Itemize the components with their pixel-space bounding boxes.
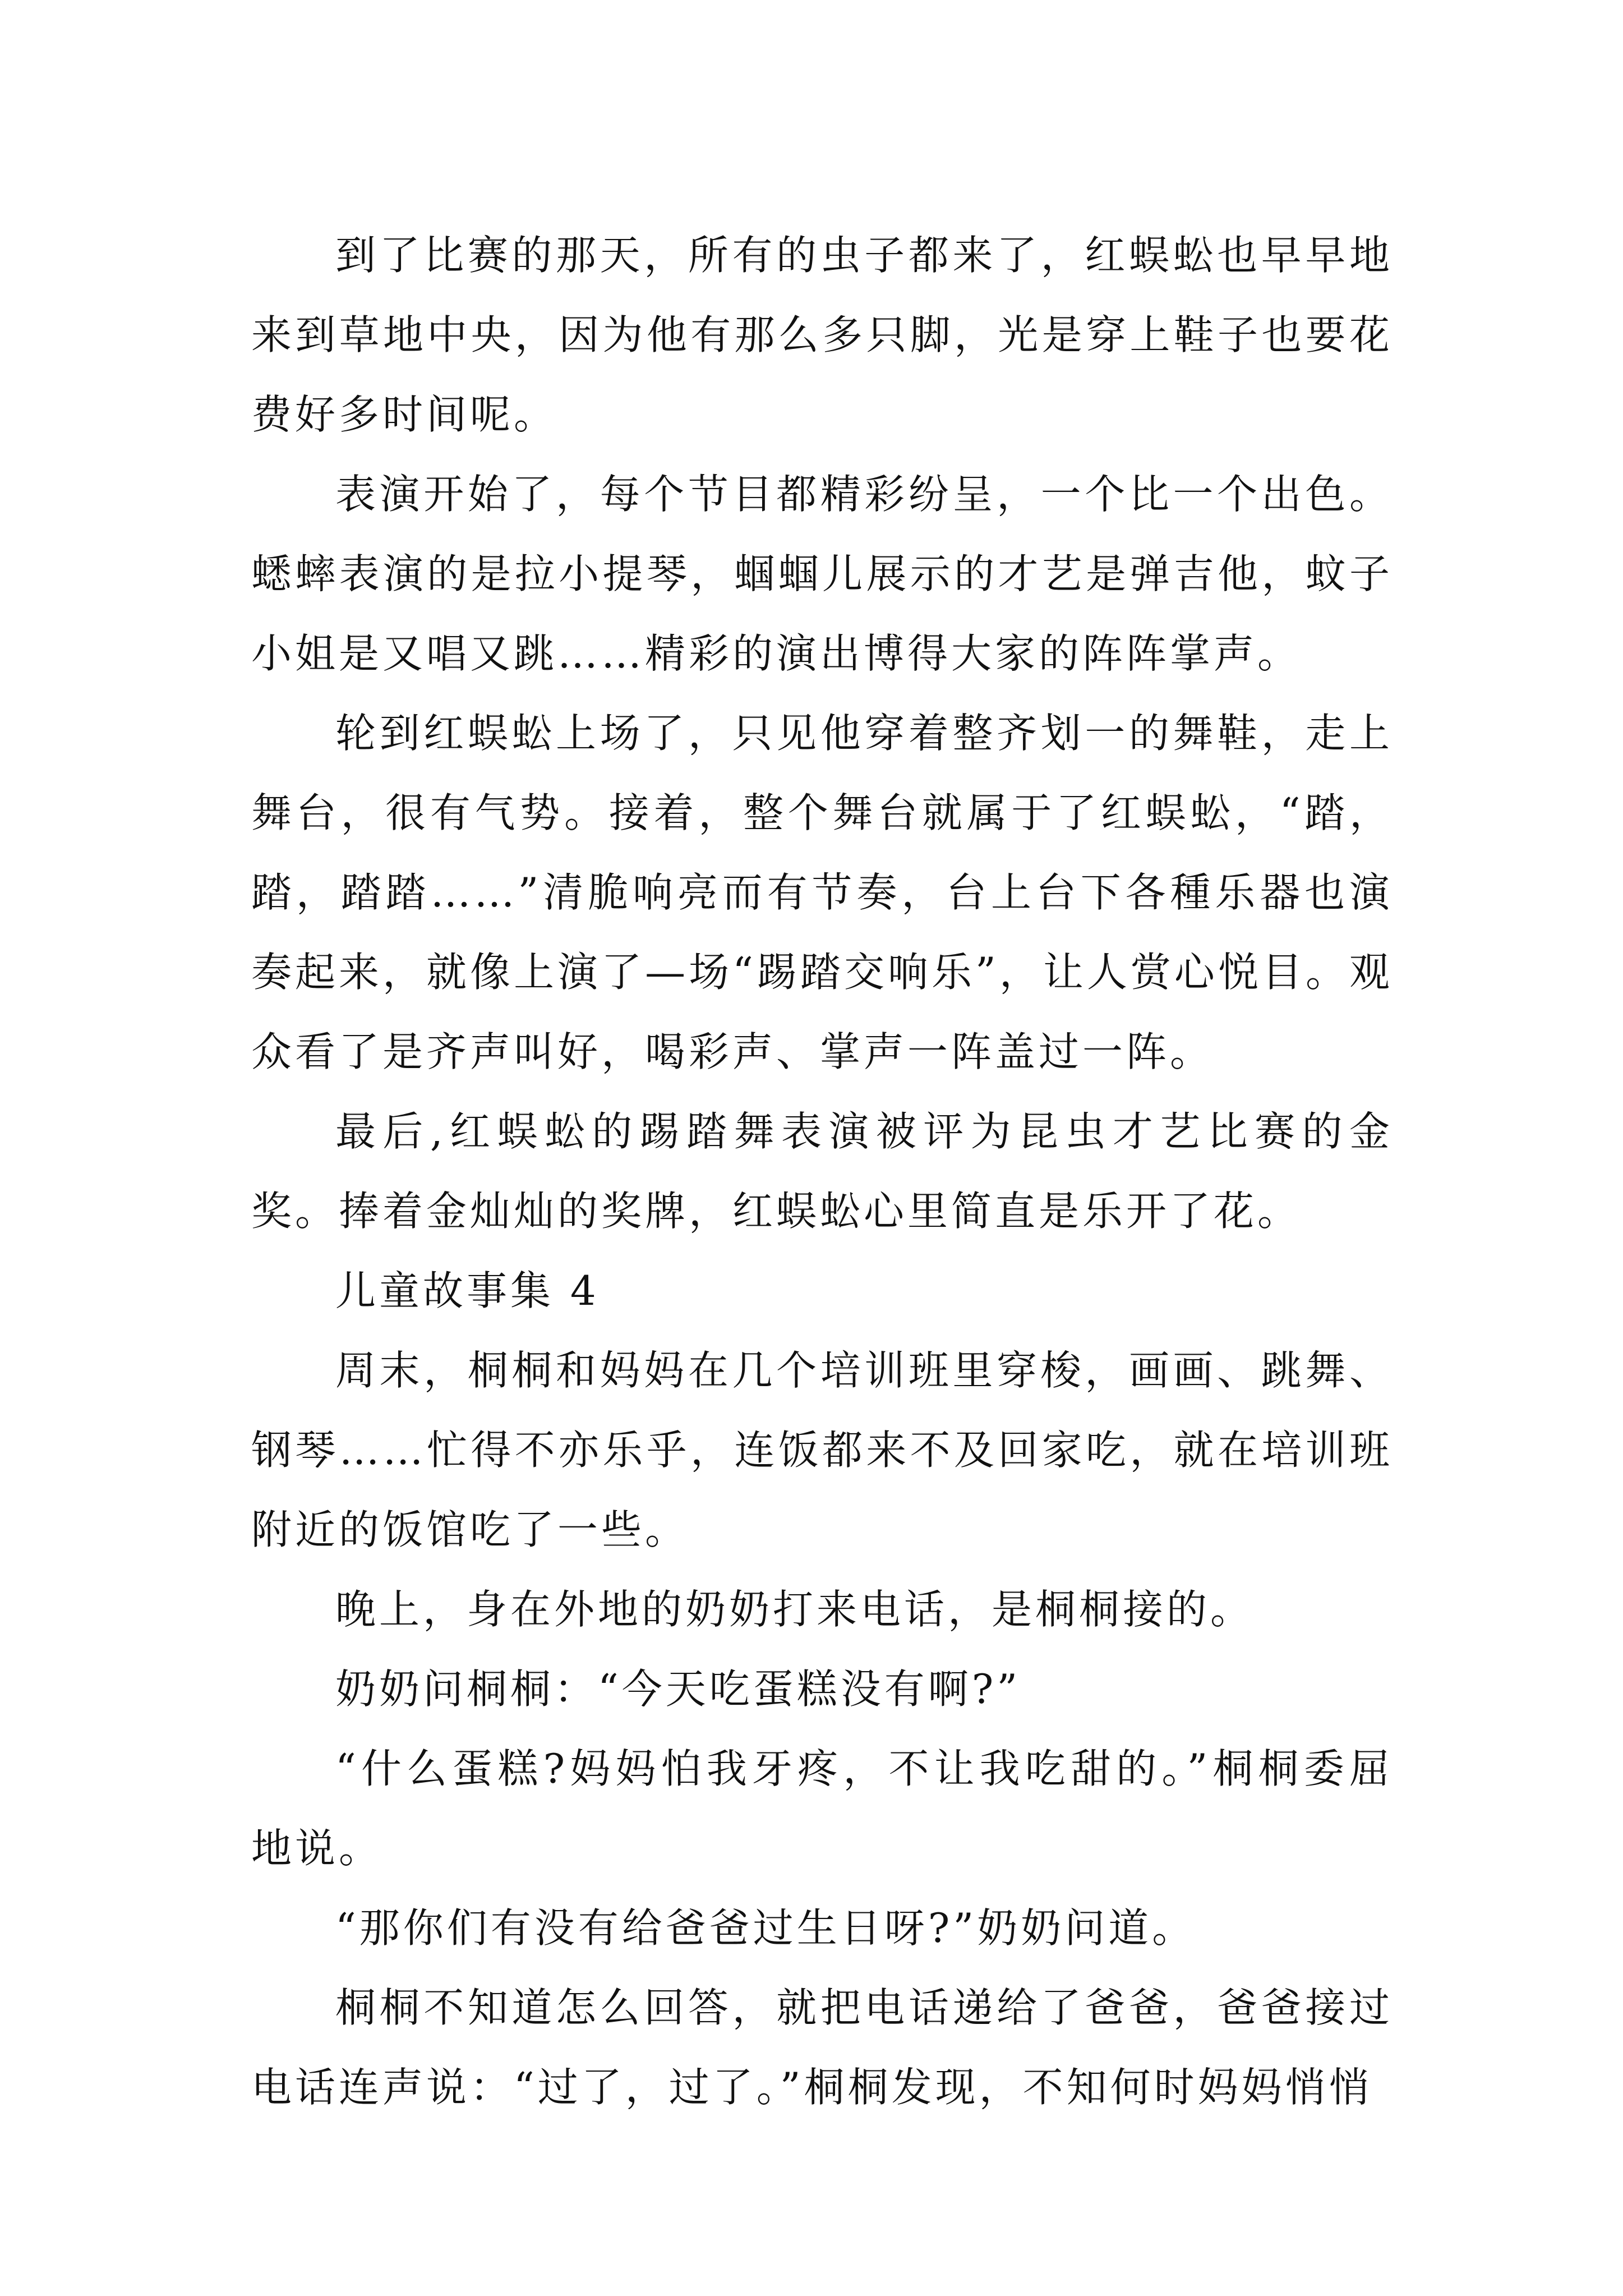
paragraph-tongtong-reply: “什么蛋糕?妈妈怕我牙疼，不让我吃甜的。”桐桐委屈地说。: [251, 1745, 1393, 1872]
paragraph-centipede-dance: 轮到红蜈蚣上场了，只见他穿着整齐划一的舞鞋，走上舞台，很有气势。接着，整个舞台就属于了红蜈蚣，“踏，踏，踏踏……”清脆响亮而有节奏，台上台下各種乐器也演奏起来，就像上演了—场“踢踏交响乐”，让人赏心悦目。观众看了是齐声叫好，喝彩声、掌声一阵盖过一阵。: [251, 710, 1393, 1075]
paragraph-gold-award: 最后,红蜈蚣的踢踏舞表演被评为昆虫才艺比赛的金奖。捧着金灿灿的奖牌，红蜈蚣心里简直是乐开了花。: [251, 1108, 1393, 1235]
section-heading-story-4: 儿童故事集 4: [335, 1267, 600, 1314]
paragraph-grandma-question: 奶奶问桐桐：“今天吃蛋糕没有啊?”: [335, 1665, 1021, 1713]
paragraph-dad-answer: 桐桐不知道怎么回答，就把电话递给了爸爸，爸爸接过电话连声说：“过了，过了。”桐桐发现，不知何时妈妈悄悄: [251, 1984, 1393, 2111]
paragraph-birthday-question: “那你们有没有给爸爸过生日呀?”奶奶问道。: [335, 1904, 1196, 1952]
paragraph-weekend-classes: 周末，桐桐和妈妈在几个培训班里穿梭，画画、跳舞、钢琴……忙得不亦乐乎，连饭都来不及回家吃，就在培训班附近的饭馆吃了一些。: [251, 1347, 1393, 1553]
paragraph-grandma-call: 晚上，身在外地的奶奶打来电话，是桐桐接的。: [335, 1586, 1255, 1633]
paragraph-contest-day: 到了比赛的那天，所有的虫子都来了，红蜈蚣也早早地来到草地中央，因为他有那么多只脚，光是穿上鞋子也要花费好多时间呢。: [251, 232, 1393, 438]
document-body: [251, 215, 1393, 2127]
paragraph-performance-start: 表演开始了，每个节目都精彩纷呈，一个比一个出色。蟋蟀表演的是拉小提琴，蝈蝈儿展示的才艺是弹吉他，蚊子小姐是又唱又跳……精彩的演出博得大家的阵阵掌声。: [251, 471, 1393, 677]
